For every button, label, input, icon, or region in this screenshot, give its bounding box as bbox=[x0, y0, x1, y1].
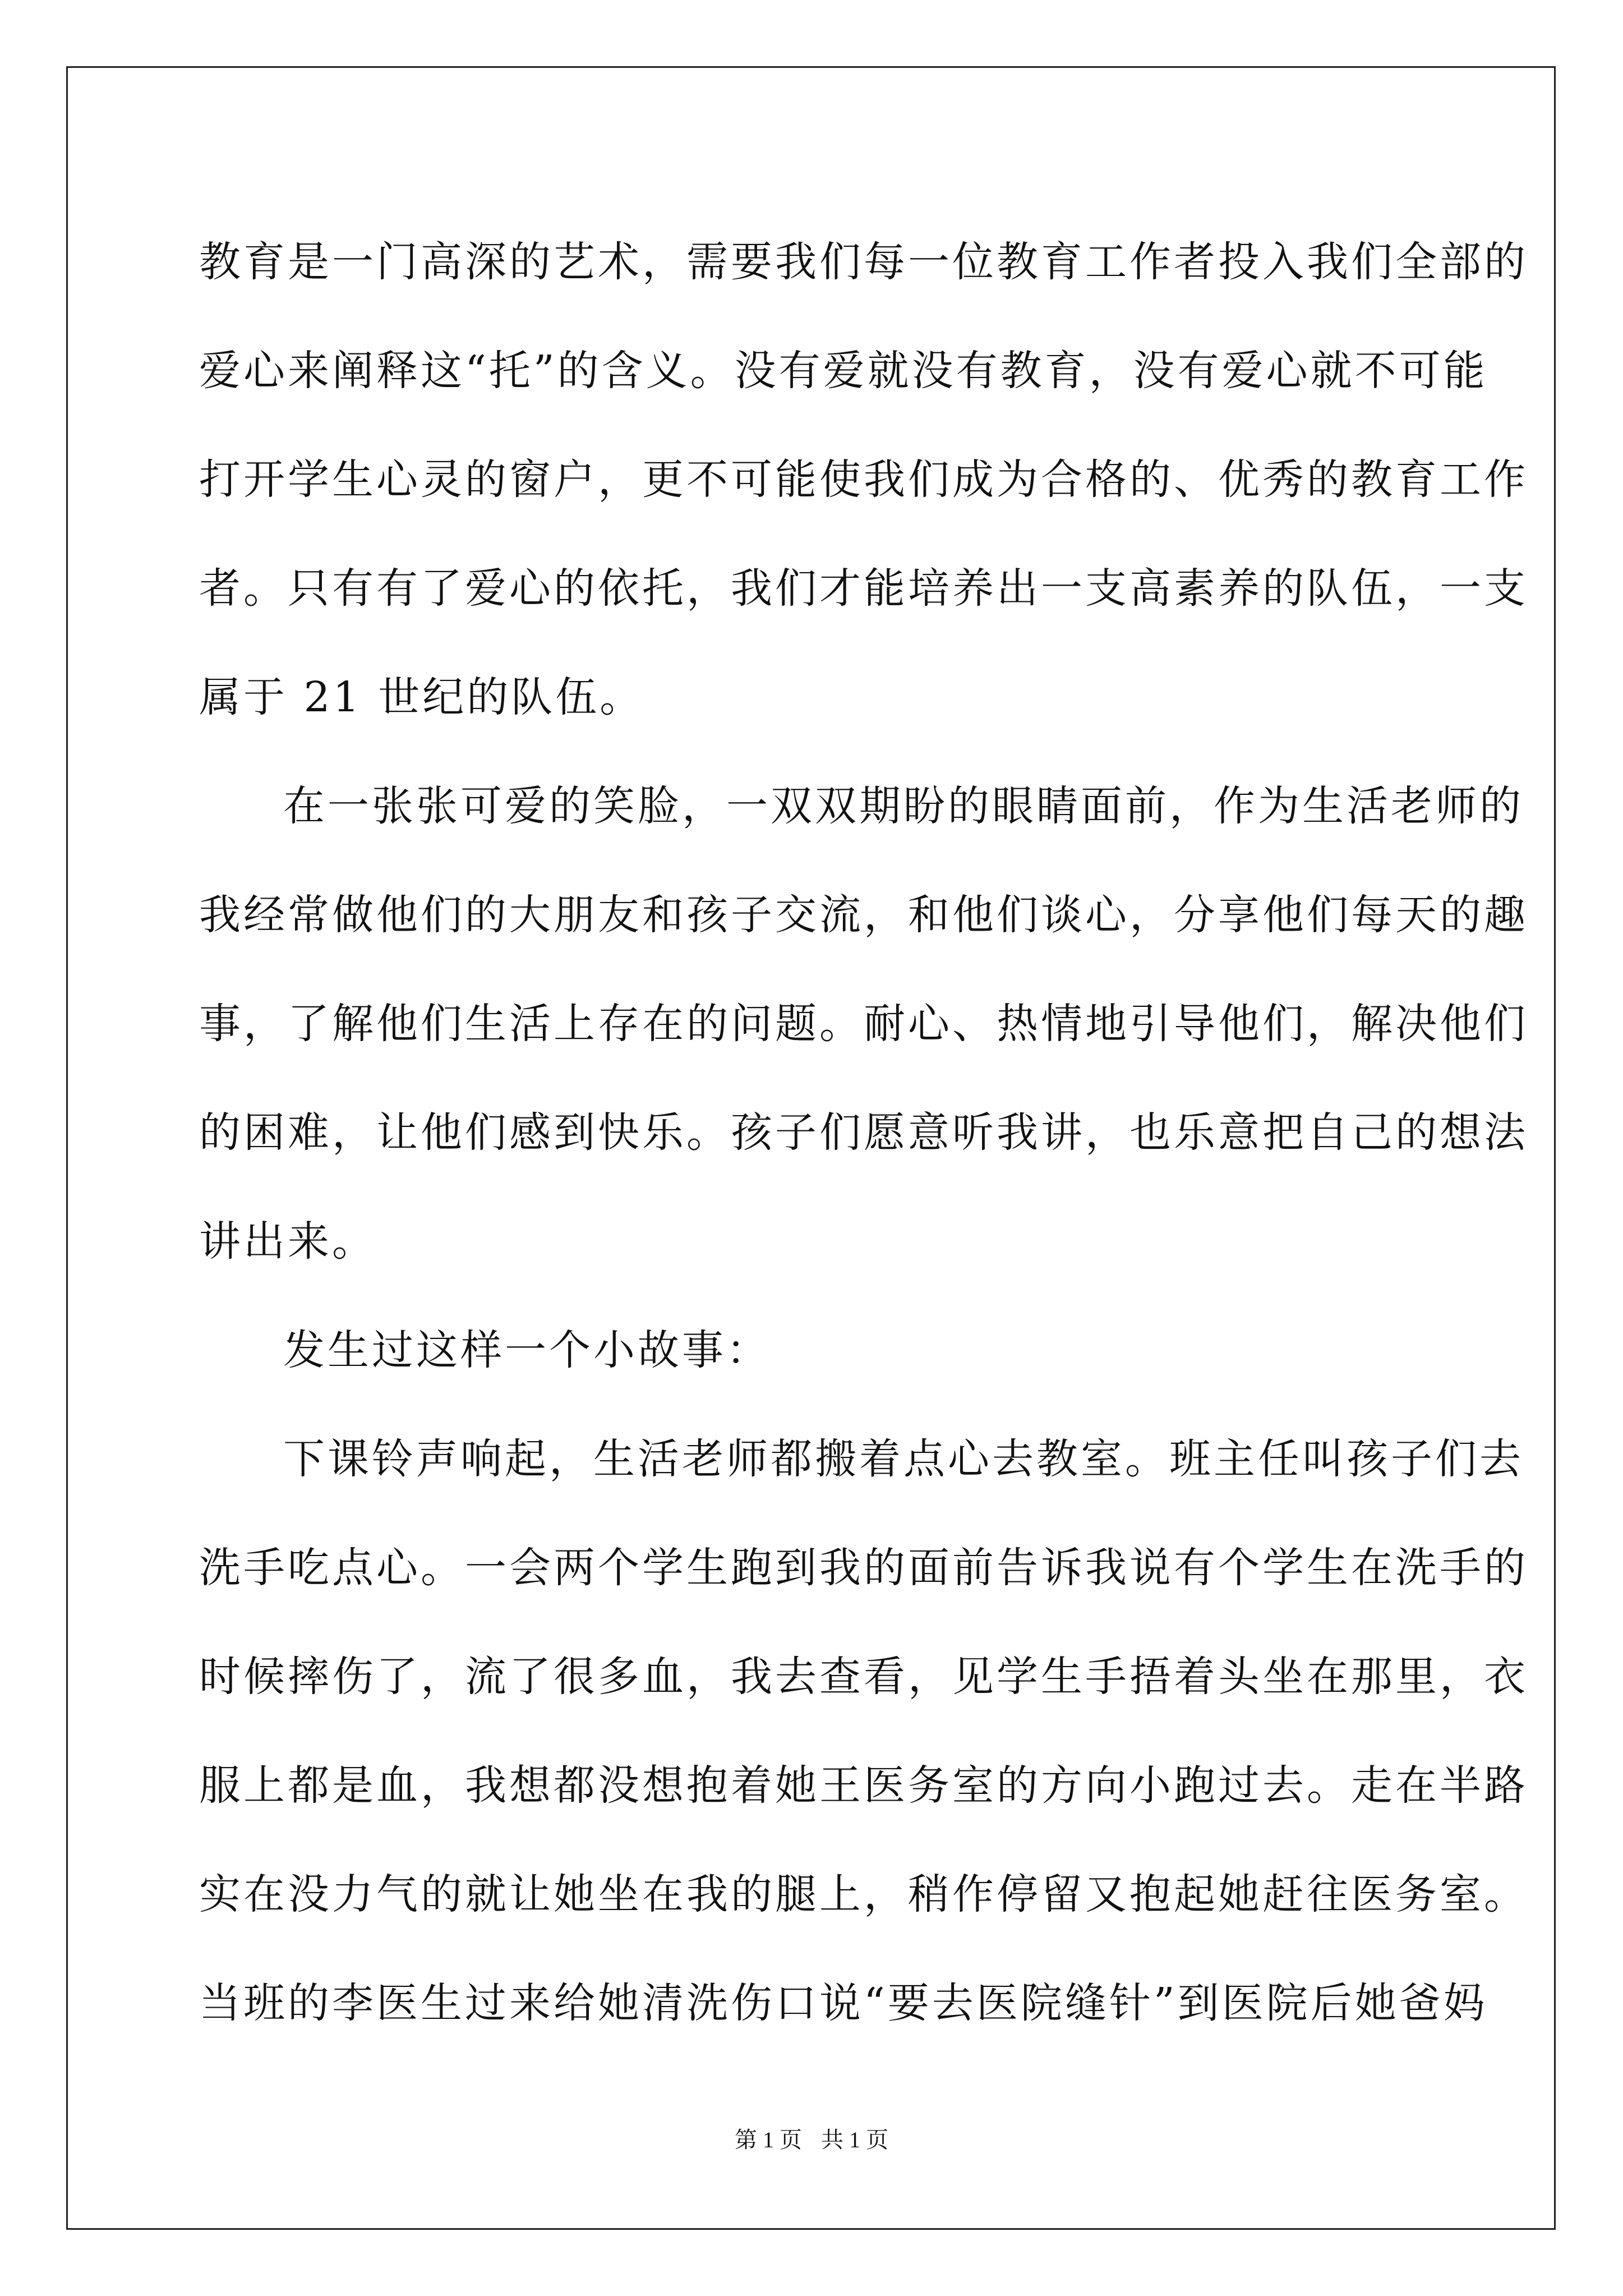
document-body bbox=[199, 208, 1528, 2058]
page-number: 第 1 页 bbox=[735, 2127, 802, 2152]
page-total: 共 1 页 bbox=[821, 2127, 888, 2152]
text-line: 者。只有有了爱心的依托，我们才能培养出一支高素养的队伍，一支 bbox=[199, 564, 1528, 613]
text-line: 事，了解他们生活上存在的问题。耐心、热情地引导他们，解决他们 bbox=[199, 1000, 1528, 1048]
text-line: 的困难，让他们感到快乐。孩子们愿意听我讲，也乐意把自己的想法 bbox=[199, 1108, 1528, 1157]
text-line: 教育是一门高深的艺术，需要我们每一位教育工作者投入我们全部的 bbox=[199, 238, 1528, 286]
text-line: 服上都是血，我想都没想抱着她王医务室的方向小跑过去。走在半路 bbox=[199, 1761, 1528, 1810]
text-line: 我经常做他们的大朋友和孩子交流，和他们谈心，分享他们每天的趣 bbox=[199, 891, 1528, 939]
text-line: 爱心来阐释这“托”的含义。没有爱就没有教育，没有爱心就不可能 bbox=[199, 347, 1488, 395]
text-line: 打开学生心灵的窗户，更不可能使我们成为合格的、优秀的教育工作 bbox=[199, 455, 1528, 504]
text-line: 实在没力气的就让她坐在我的腿上，稍作停留又抱起她赶往医务室。 bbox=[199, 1870, 1528, 1918]
text-line: 当班的李医生过来给她清洗伤口说“要去医院缝针”到医院后她爸妈 bbox=[199, 1979, 1488, 2027]
text-line: 洗手吃点心。一会两个学生跑到我的面前告诉我说有个学生在洗手的 bbox=[199, 1544, 1528, 1592]
text-line: 时候摔伤了，流了很多血，我去查看，见学生手捂着头坐在那里，衣 bbox=[199, 1653, 1528, 1701]
text-line: 在一张张可爱的笑脸，一双双期盼的眼睛面前，作为生活老师的 bbox=[283, 782, 1524, 830]
text-line: 属于 21 世纪的队伍。 bbox=[199, 673, 644, 721]
text-line: 讲出来。 bbox=[199, 1217, 376, 1266]
page-footer bbox=[0, 2123, 1623, 2157]
text-line: 下课铃声响起，生活老师都搬着点心去教室。班主任叫孩子们去 bbox=[283, 1435, 1524, 1483]
text-line: 发生过这样一个小故事： bbox=[283, 1326, 771, 1374]
